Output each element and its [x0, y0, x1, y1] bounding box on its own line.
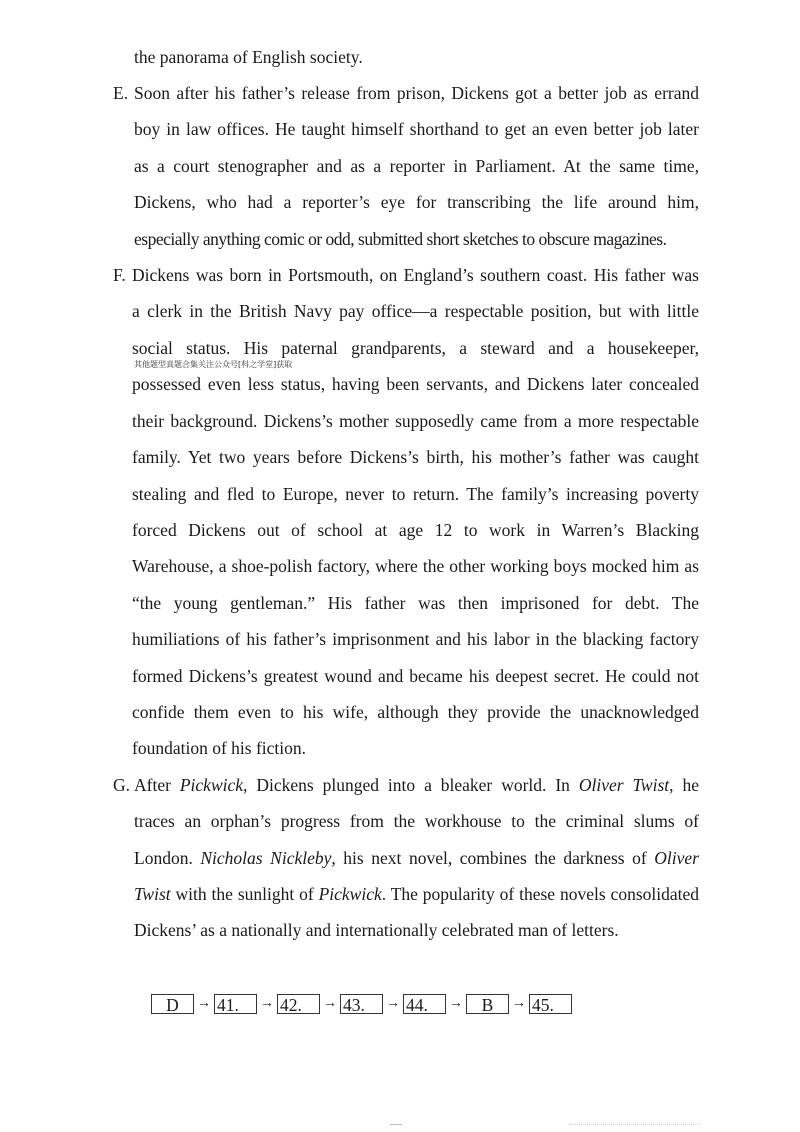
paragraph-f-line: “the young gentleman.” His father was then imprisoned for debt. The [132, 593, 699, 613]
book-title: Twist [134, 884, 171, 904]
paragraph-e-line: as a court stenographer and as a reporter in Parliament. At the same time, [134, 156, 699, 176]
flow-box: D [151, 994, 194, 1014]
paragraph-f-line: humiliations of his father’s imprisonment and his labor in the blacking factory [132, 629, 699, 649]
paragraph-f-line: their background. Dickens’s mother supposedly came from a more respectable [132, 411, 699, 431]
paragraph-f-line: a clerk in the British Navy pay office—a respectable position, but with little [132, 301, 699, 321]
paragraph-e-line: Dickens, who had a reporter’s eye for transcribing the life around him, [134, 192, 699, 212]
book-title: Nicholas Nickleby [200, 848, 332, 868]
paragraph-g-line [134, 847, 699, 869]
arrow-icon: → [197, 996, 211, 1011]
arrow-icon: → [449, 996, 463, 1011]
paragraph-f-line: Warehouse, a shoe-polish factory, where the other working boys mocked him as [132, 556, 699, 576]
text-run: , his next novel, combines the darkness of [331, 848, 655, 868]
arrow-icon: → [512, 996, 526, 1011]
paragraph-d-line: the panorama of English society. [134, 47, 363, 67]
paragraph-e-line: Soon after his father’s release from prison, Dickens got a better job as errand [134, 83, 699, 103]
text-run: , he [669, 775, 699, 795]
book-title: Pickwick [179, 775, 244, 795]
flow-box-blank[interactable]: 43. [340, 994, 383, 1014]
text-run: with the sunlight of [170, 884, 319, 904]
paragraph-e-marker: E. [113, 83, 129, 103]
paragraph-f-line: formed Dickens’s greatest wound and became his deepest secret. He could not [132, 666, 699, 686]
text-run: London. [134, 848, 201, 868]
paragraph-g-line [134, 774, 699, 796]
arrow-icon: → [323, 996, 337, 1011]
book-title: Oliver Twist [578, 775, 670, 795]
paragraph-g-line [134, 883, 699, 905]
paragraph-f-line: possessed even less status, having been servants, and Dickens later concealed [132, 374, 699, 394]
paragraph-g-marker: G. [113, 775, 131, 795]
paragraph-f-line: confide them even to his wife, although they provide the unacknowledged [132, 702, 699, 722]
arrow-icon: → [386, 996, 400, 1011]
paragraph-f-line: social status. His paternal grandparents, a steward and a housekeeper, [132, 338, 699, 358]
paragraph-e-line: boy in law offices. He taught himself shorthand to get an even better job later [134, 119, 699, 139]
paragraph-f-line: family. Yet two years before Dickens’s birth, his mother’s father was caught [132, 447, 699, 467]
paragraph-e-line: especially anything comic or odd, submitted short sketches to obscure magazines. [134, 229, 667, 249]
paragraph-f-marker: F. [113, 265, 126, 285]
paragraph-f-line: forced Dickens out of school at age 12 to work in Warren’s Blacking [132, 520, 699, 540]
text-run: , Dickens plunged into a bleaker world. In [243, 775, 579, 795]
arrow-icon: → [260, 996, 274, 1011]
paragraph-g-line: traces an orphan’s progress from the workhouse to the criminal slums of [134, 811, 699, 831]
paragraph-f-line: Dickens was born in Portsmouth, on England’s southern coast. His father was [132, 265, 699, 285]
paragraph-f-line: foundation of his fiction. [132, 738, 307, 758]
flow-box-blank[interactable]: 42. [277, 994, 320, 1014]
watermark-text: 其他题型真题合集关注公众号[科之学堂]获取 [134, 360, 293, 369]
answer-flow [151, 993, 572, 1015]
flow-box-blank[interactable]: 45. [529, 994, 572, 1014]
paragraph-g-line: Dickens’ as a nationally and internationally celebrated man of letters. [134, 920, 619, 940]
flow-box-blank[interactable]: 41. [214, 994, 257, 1014]
text-run: . The popularity of these novels consolidated [381, 884, 699, 904]
footer-mark [570, 1124, 700, 1129]
book-title: Pickwick [318, 884, 382, 904]
text-run: After [134, 775, 180, 795]
flow-box: B [466, 994, 509, 1014]
paragraph-f-line: stealing and fled to Europe, never to return. The family’s increasing poverty [132, 484, 699, 504]
book-title: Oliver [654, 848, 699, 868]
footer-mark [390, 1124, 402, 1129]
flow-box-blank[interactable]: 44. [403, 994, 446, 1014]
